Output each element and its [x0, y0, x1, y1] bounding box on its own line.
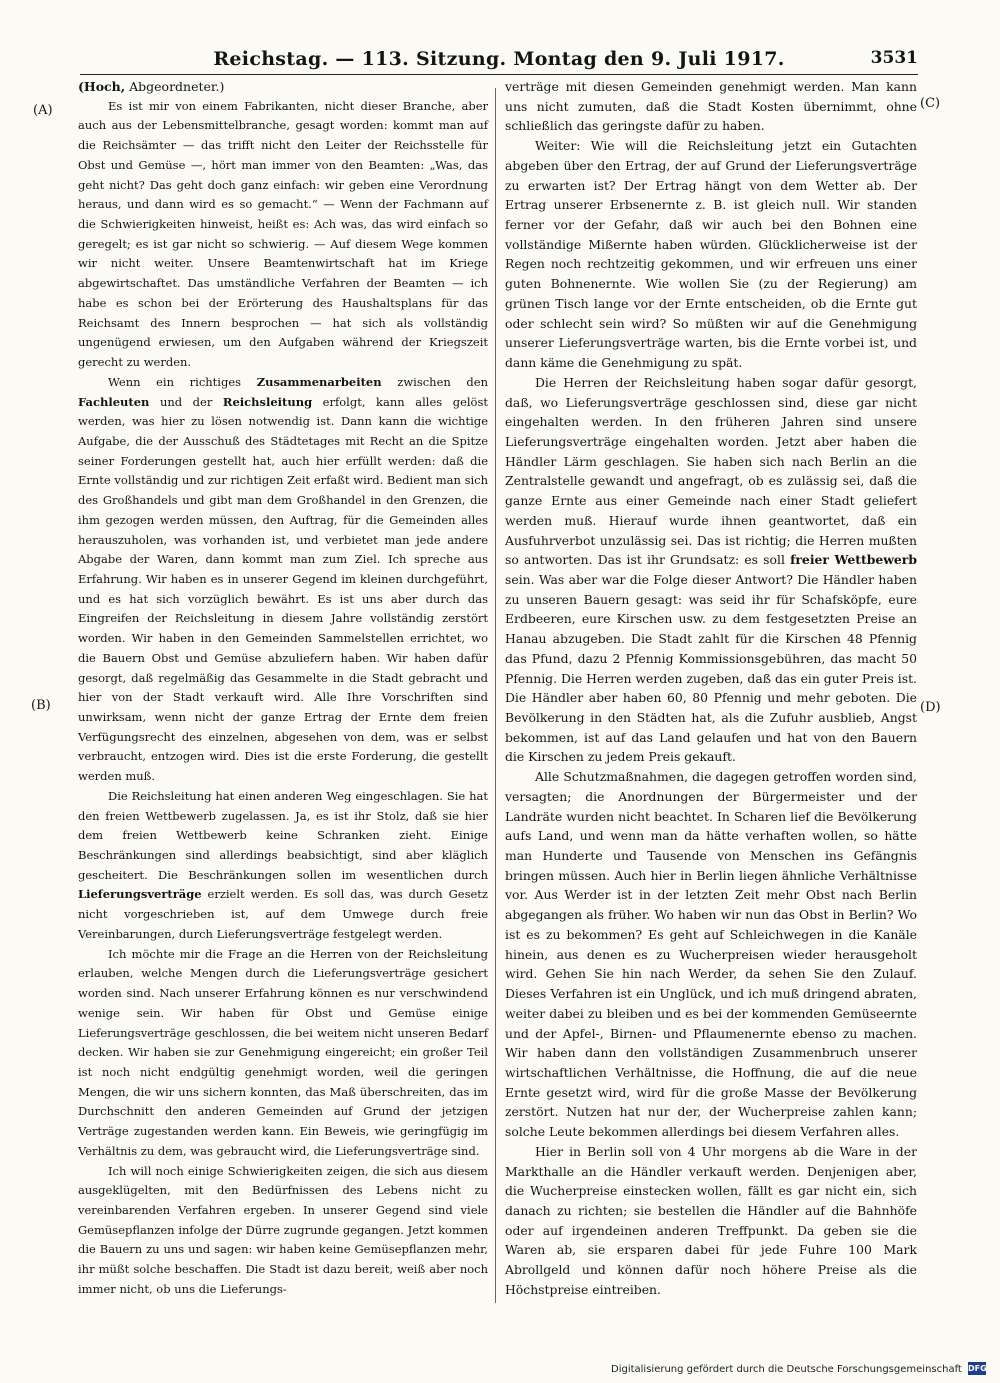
- speaker-line: [78, 77, 488, 97]
- right-column: [505, 77, 917, 1300]
- dfg-logo: DFG: [968, 1364, 987, 1373]
- header-rule: [80, 74, 918, 75]
- footer-credit: Digitalisierung gefördert durch die Deutsche Forschungsgemeinschaft: [611, 1364, 962, 1375]
- paragraph: Weiter: Wie will die Reichsleitung jetzt ein Gutachten abgeben über den Ertrag, der auf Grund der Lieferungsverträge zu erwarten ist? Der Ertrag hängt von dem Wetter ab. Der Ertrag unserer Erbsenernte z. B. ist gleich null. Wir standen ferner vor der Gefahr, daß wir auch bei den Bohnen eine vollständige Mißernte haben würden. Glücklicherweise ist der Regen noch rechtzeitig gekommen, und wir erfreuen uns einer guten Bohnenernte. Wie wollen Sie (zu der Regierung) am grünen Tisch lange vor der Ernte entscheiden, ob die Ernte gut oder schlecht sein wird? So müßten wir auf die Genehmigung unserer Lieferungsverträge warten, bis die Ernte vorbei ist, und dann käme die Genehmigung zu spät.: [505, 138, 917, 371]
- text-run: Die Herren der Reichsleitung haben sogar dafür gesorgt, daß, wo Lieferungsverträge geschlossen sind, diese gar nicht eingehalten werden. In den früheren Jahren sind unsere Lieferungsverträge eingehalten worden. Jetzt aber haben die Händler Lärm geschlagen. Sie haben sich nach Berlin an die Zentralstelle gewandt und angefragt, ob es zulässig sei, daß die ganze Ernte aus einer Gemeinde nach einer Stadt geliefert werden muß. Hierauf wurde ihnen geantwortet, daß ein Ausfuhrverbot unzulässig sei. Das ist richtig; die Herren mußten so antworten. Das ist ihr Grundsatz: es soll: [505, 374, 917, 568]
- speaker-role: Abgeordneter.): [129, 79, 225, 94]
- left-column: [78, 77, 488, 1300]
- page-header: [80, 48, 918, 72]
- margin-marker-c: (C): [920, 96, 941, 111]
- emphasis: Reichsleitung: [222, 394, 313, 409]
- page-number: 3531: [870, 48, 918, 68]
- column-divider: [495, 88, 496, 1303]
- emphasis: Zusammenarbeiten: [256, 374, 382, 389]
- margin-marker-d: (D): [920, 700, 941, 715]
- text-run: zwischen den: [381, 374, 489, 389]
- paragraph: verträge mit diesen Gemeinden genehmigt werden. Man kann uns nicht zumuten, daß die Stadt Kosten übernimmt, ohne schließlich das geringste dafür zu haben.: [505, 79, 917, 134]
- running-title: Reichstag. — 113. Sitzung. Montag den 9. Juli 1917.: [213, 48, 785, 70]
- paragraph: [78, 373, 488, 787]
- paragraph: [505, 373, 917, 767]
- text-run: erzielt werden. Es soll das, was durch Gesetz nicht vorgeschrieben ist, auf dem Umwege durch freie Vereinbarungen, durch Lieferungsverträge festgelegt werden.: [78, 887, 488, 941]
- margin-marker-b: (B): [31, 698, 51, 713]
- emphasis: Fachleuten: [78, 394, 150, 409]
- text-run: erfolgt, kann alles gelöst werden, was hier zu lösen notwendig ist. Dann kann die wichtige Aufgabe, die der Ausschuß des Städtetages mit Recht an die Spitze seiner Forderungen gestellt hat, auch hier erfüllt werden: daß die Ernte vollständig und zur richtigen Zeit erfaßt wird. Bedient man sich des Großhandels und gibt man dem Großhandel in den Grenzen, die ihm gezogen werden müssen, den Auftrag, für die Gemeinden alles herauszuholen, was vorhanden ist, und verbietet man jede andere Abgabe der Waren, dann kommt man zum Ziel. Ich spreche aus Erfahrung. Wir haben es in unserer Gegend im kleinen durchgeführt, und es hat sich vorzüglich bewährt. Es ist uns aber durch das Eingreifen der Reichsleitung in diesem Jahre vollständig zerstört worden. Wir haben in den Gemeinden Sammelstellen errichtet, wo die Bauern Obst und Gemüse abzuliefern haben. Wir haben dafür gesorgt, daß regelmäßig das Gesammelte in die Stadt gebracht und hier von der Stadt verkauft wird. Alle Ihre Vorschriften sind unwirksam, wenn nicht der ganze Ertrag der Ernte dem freien Verfügungsrecht des einzelnen, abgesehen von dem, was er selbst verbraucht, entzogen wird. Dies ist die erste Forderung, die gestellt werden muß.: [78, 394, 488, 784]
- paragraph: Es ist mir von einem Fabrikanten, nicht dieser Branche, aber auch aus der Lebensmittelbranche, gesagt worden: kommt man auf die Reichsämter — das trifft nicht den Leiter der Reichsstelle für Obst und Gemüse —, hört man immer von den Beamten: „Was, das geht nicht? Das geht doch ganz einfach: wir geben eine Verordnung heraus, und dann wird es so gemacht.“ — Wenn der Fachmann auf die Schwierigkeiten hinweist, heißt es: Ach was, das wird einfach so geregelt; es ist gar nicht so schwierig. — Auf diesem Wege kommen wir nicht weiter. Unsere Beamtenwirtschaft hat im Kriege abgewirtschaftet. Das umständliche Verfahren der Beamten — ich habe es schon bei der Erörterung des Haushaltsplans für das Reichsamt des Innern besprochen — hat sich als vollständig ungenügend erwiesen, um den Aufgaben während der Kriegszeit gerecht zu werden.: [78, 98, 488, 370]
- emphasis: freier Wettbewerb: [790, 552, 917, 568]
- paragraph: Ich möchte mir die Frage an die Herren von der Reichsleitung erlauben, welche Mengen durch die Lieferungsverträge gesichert worden sind. Nach unserer Erfahrung können es nur verschwindend wenige sein. Wir haben für Obst und Gemüse einige Lieferungsverträge geschlossen, die bei weitem nicht unseren Bedarf decken. Wir haben sie zur Genehmigung eingereicht; ein großer Teil ist noch nicht endgültig genehmigt worden, weil die geringen Mengen, die wir uns sichern konnten, das Maß überschreiten, das im Durchschnitt den anderen Gemeinden auf Grund der jetzigen Verträge zugestanden werden kann. Ein Beweis, wie geringfügig im Verhältnis zu dem, was gebraucht wird, die Lieferungsverträge sind.: [78, 946, 488, 1158]
- text-run: Die Reichsleitung hat einen anderen Weg eingeschlagen. Sie hat den freien Wettbewerb zugelassen. Ja, es ist ihr Stolz, daß sie hier dem freien Wettbewerb keine Schranken zieht. Einige Beschränkungen sind allerdings beabsichtigt, sind aber kläglich gescheitert. Die Beschränkungen sollen im wesentlichen durch: [78, 788, 488, 882]
- emphasis: Lieferungsverträge: [78, 887, 202, 902]
- speaker-name: (Hoch,: [78, 79, 126, 94]
- paragraph: Alle Schutzmaßnahmen, die dagegen getroffen worden sind, versagten; die Anordnungen der Bürgermeister und der Landräte wurden nicht beachtet. In Scharen lief die Bevölkerung aufs Land, und wenn man da hätte verhaften wollen, so hätte man Hunderte und Tausende von Menschen ins Gefängnis bringen müssen. Auch hier in Berlin liegen ähnliche Verhältnisse vor. Aus Werder ist in der letzten Zeit mehr Obst nach Berlin abgegangen als früher. Wo haben wir nun das Obst in Berlin? Wo ist es zu bekommen? Es geht auf Schleichwegen in die Kanäle hinein, aus denen es zu Wucherpreisen wieder herausgeholt wird. Gehen Sie hin nach Werder, da sehen Sie den Zulauf. Dieses Verfahren ist ein Unglück, und ich muß dringend abraten, weiter dabei zu bleiben und es bei der kommenden Gemüseernte und der Apfel-, Birnen- und Pflaumenernte ebenso zu machen. Wir haben dann den vollständigen Zusammenbruch unserer wirtschaftlichen Verhältnisse, die Hoffnung, die auf die neue Ernte gesetzt wird, wird für die große Masse der Bevölkerung zerstört. Nutzen hat nur der, der Wucherpreise zahlen kann; solche Leute bekommen allerdings bei diesem Verfahren alles.: [505, 769, 917, 1140]
- paragraph: Hier in Berlin soll von 4 Uhr morgens ab die Ware in der Markthalle an die Händler verkauft werden. Denjenigen aber, die Wucherpreise einstecken wollen, fällt es gar nicht ein, sich danach zu richten; sie bestellen die Händler auf die Bahnhöfe oder auf irgendeinen anderen Treffpunkt. Da geben sie die Waren ab, sie ersparen dabei für jede Fuhre 100 Mark Abrollgeld und können dafür noch höhere Preise als die Höchstpreise eintreiben.: [505, 1143, 917, 1297]
- text-run: sein. Was aber war die Folge dieser Antwort? Die Händler haben zu unseren Bauern gesagt: was seid ihr für Schafsköpfe, eure Erdbeeren, eure Kirschen usw. zu dem festgesetzten Preise an Hanau abzugeben. Die Stadt zahlt für die Kirschen 48 Pfennig das Pfund, dazu 2 Pfennig Kommissionsgebühren, das macht 50 Pfennig. Die Herren werden zugeben, daß das ein guter Preis ist. Die Händler aber haben 60, 80 Pfennig und mehr geboten. Die Bevölkerung in den Städten hat, als die Zufuhr ausblieb, Angst bekommen, ist auf das Land gelaufen und hat von den Bauern die Kirschen zu jedem Preis gekauft.: [505, 571, 917, 765]
- text-run: und der: [149, 394, 223, 409]
- margin-marker-a: (A): [33, 103, 53, 118]
- paragraph: [78, 787, 488, 945]
- paragraph: Ich will noch einige Schwierigkeiten zeigen, die sich aus diesem ausgeklügelten, mit den Bedürfnissen des Lebens nicht zu vereinbarenden Verfahren ergeben. In unserer Gegend sind viele Gemüsepflanzen infolge der Dürre zugrunde gegangen. Jetzt kommen die Bauern zu uns und sagen: wir haben keine Gemüsepflanzen mehr, ihr müßt solche beschaffen. Die Stadt ist dazu bereit, weiß aber noch immer nicht, ob uns die Lieferungs-: [78, 1163, 488, 1296]
- text-run: Wenn ein richtiges: [108, 374, 257, 389]
